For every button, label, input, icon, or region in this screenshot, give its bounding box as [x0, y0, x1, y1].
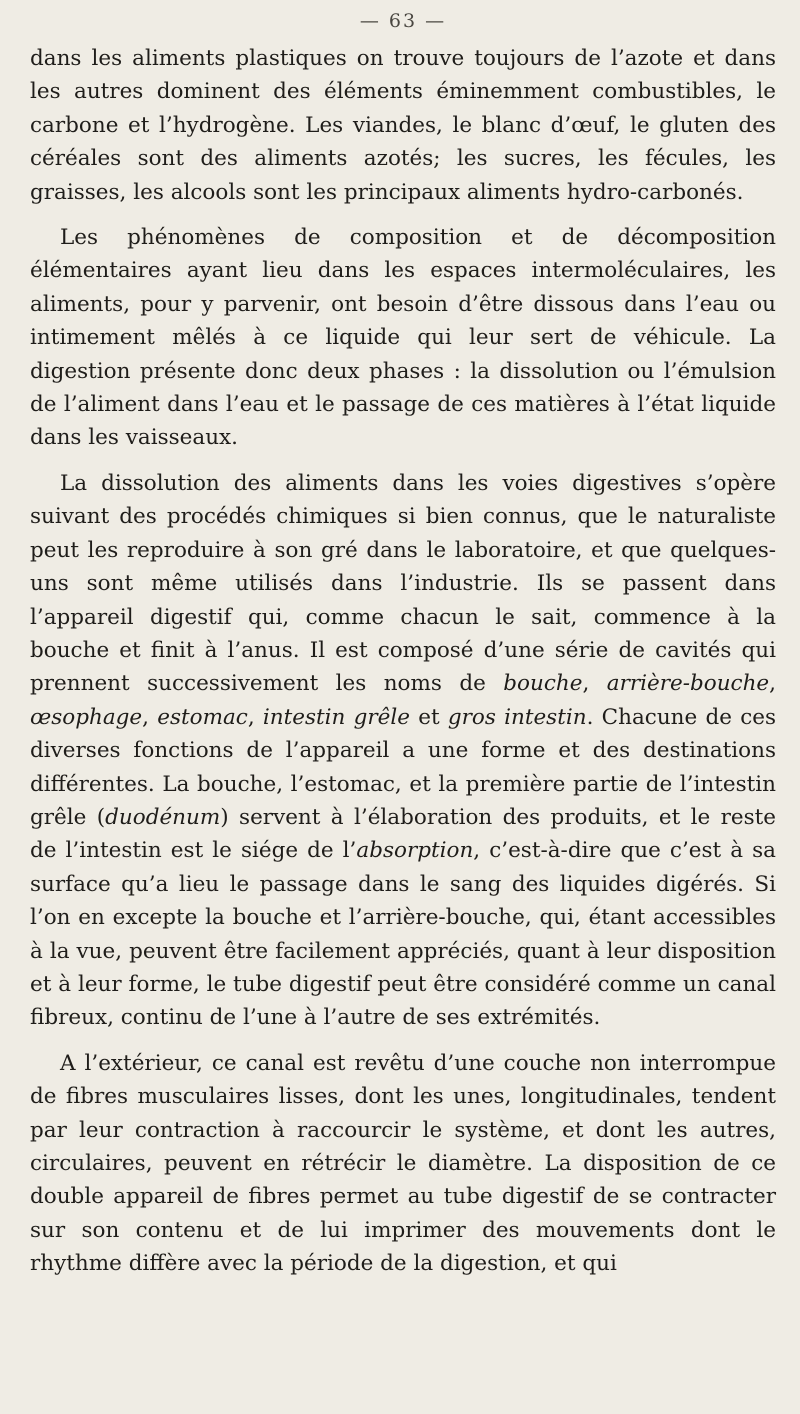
italic-term: gros intestin — [447, 704, 587, 730]
text-run: dans les aliments plastiques on trouve toujours de l’azote et dans les autres dominent des éléments éminemment combustibles, le carbone et l’hydrogène. Les viandes, le blanc d’œuf, le gluten des céréales sont des aliments azotés; les sucres, les fécules, les graisses, les alcools sont les principaux aliments hydro-carbonés. — [30, 46, 776, 205]
page-body — [30, 42, 776, 1281]
italic-term: absorption — [356, 838, 474, 864]
text-run: La dissolution des aliments dans les voies digestives s’opère suivant des procédés chimiques si bien connus, que le naturaliste peut les reproduire à son gré dans le laboratoire, et que quelques-uns sont même utilisés dans l’industrie. Ils se passent dans l’appareil digestif qui, comme chacun le sait, commence à la bouche et finit à l’anus. Il est composé d’une série de cavités qui prennent successivement les noms de — [30, 470, 776, 697]
text-run: , c’est-à-dire que c’est à sa surface qu’a lieu le passage dans le sang des liquides digérés. Si l’on en excepte la bouche et l’arrière-bouche, qui, étant accessibles à la vue, peuvent être facilement appréciés, quant à leur disposition et à leur forme, le tube digestif peut être considéré comme un canal fibreux, continu de l’une à l’autre de ses extrémités. — [30, 838, 776, 1031]
text-run: , — [769, 671, 776, 697]
text-run: , — [582, 671, 607, 697]
italic-term: duodénum — [105, 804, 221, 830]
italic-term: estomac — [157, 704, 248, 730]
text-run: A l’extérieur, ce canal est revêtu d’une couche non interrompue de fibres musculaires lisses, dont les unes, longitudinales, tendent par leur contraction à raccourcir le système, et dont les autres, circulaires, peuvent en rétrécir le diamètre. La disposition de ce double appareil de fibres permet au tube digestif de se contracter sur son contenu et de lui imprimer des mouvements dont le rhythme diffère avec la période de la digestion, et qui — [30, 1050, 776, 1277]
text-run: , — [142, 704, 158, 730]
text-run: et — [410, 704, 448, 730]
text-run: ) servent à l’élaboration des produits, et le reste de l’intestin est le siége de l’ — [30, 804, 776, 864]
paragraph-4 — [30, 1047, 776, 1281]
italic-term: bouche — [503, 671, 583, 697]
paragraph-2 — [30, 221, 776, 455]
text-run: Les phénomènes de composition et de décomposition élémentaires ayant lieu dans les espaces intermoléculaires, les aliments, pour y parvenir, ont besoin d’être dissous dans l’eau ou intimement mêlés à ce liquide qui leur sert de véhicule. La digestion présente donc deux phases : la dissolution ou l’émulsion de l’aliment dans l’eau et le passage de ces matières à l’état liquide dans les vaisseaux. — [30, 225, 776, 451]
paragraph-3 — [30, 467, 776, 1035]
text-run: . Chacune de ces diverses fonctions de l’appareil a une forme et des destinations différentes. La bouche, l’estomac, et la première partie de l’intestin grêle ( — [30, 704, 776, 830]
italic-term: intestin grêle — [262, 704, 410, 730]
paragraph-1 — [30, 42, 776, 209]
text-run: , — [247, 704, 263, 730]
italic-term: œsophage — [30, 704, 143, 730]
page-number: — 63 — — [359, 10, 447, 32]
italic-term: arrière-bouche — [606, 671, 770, 697]
